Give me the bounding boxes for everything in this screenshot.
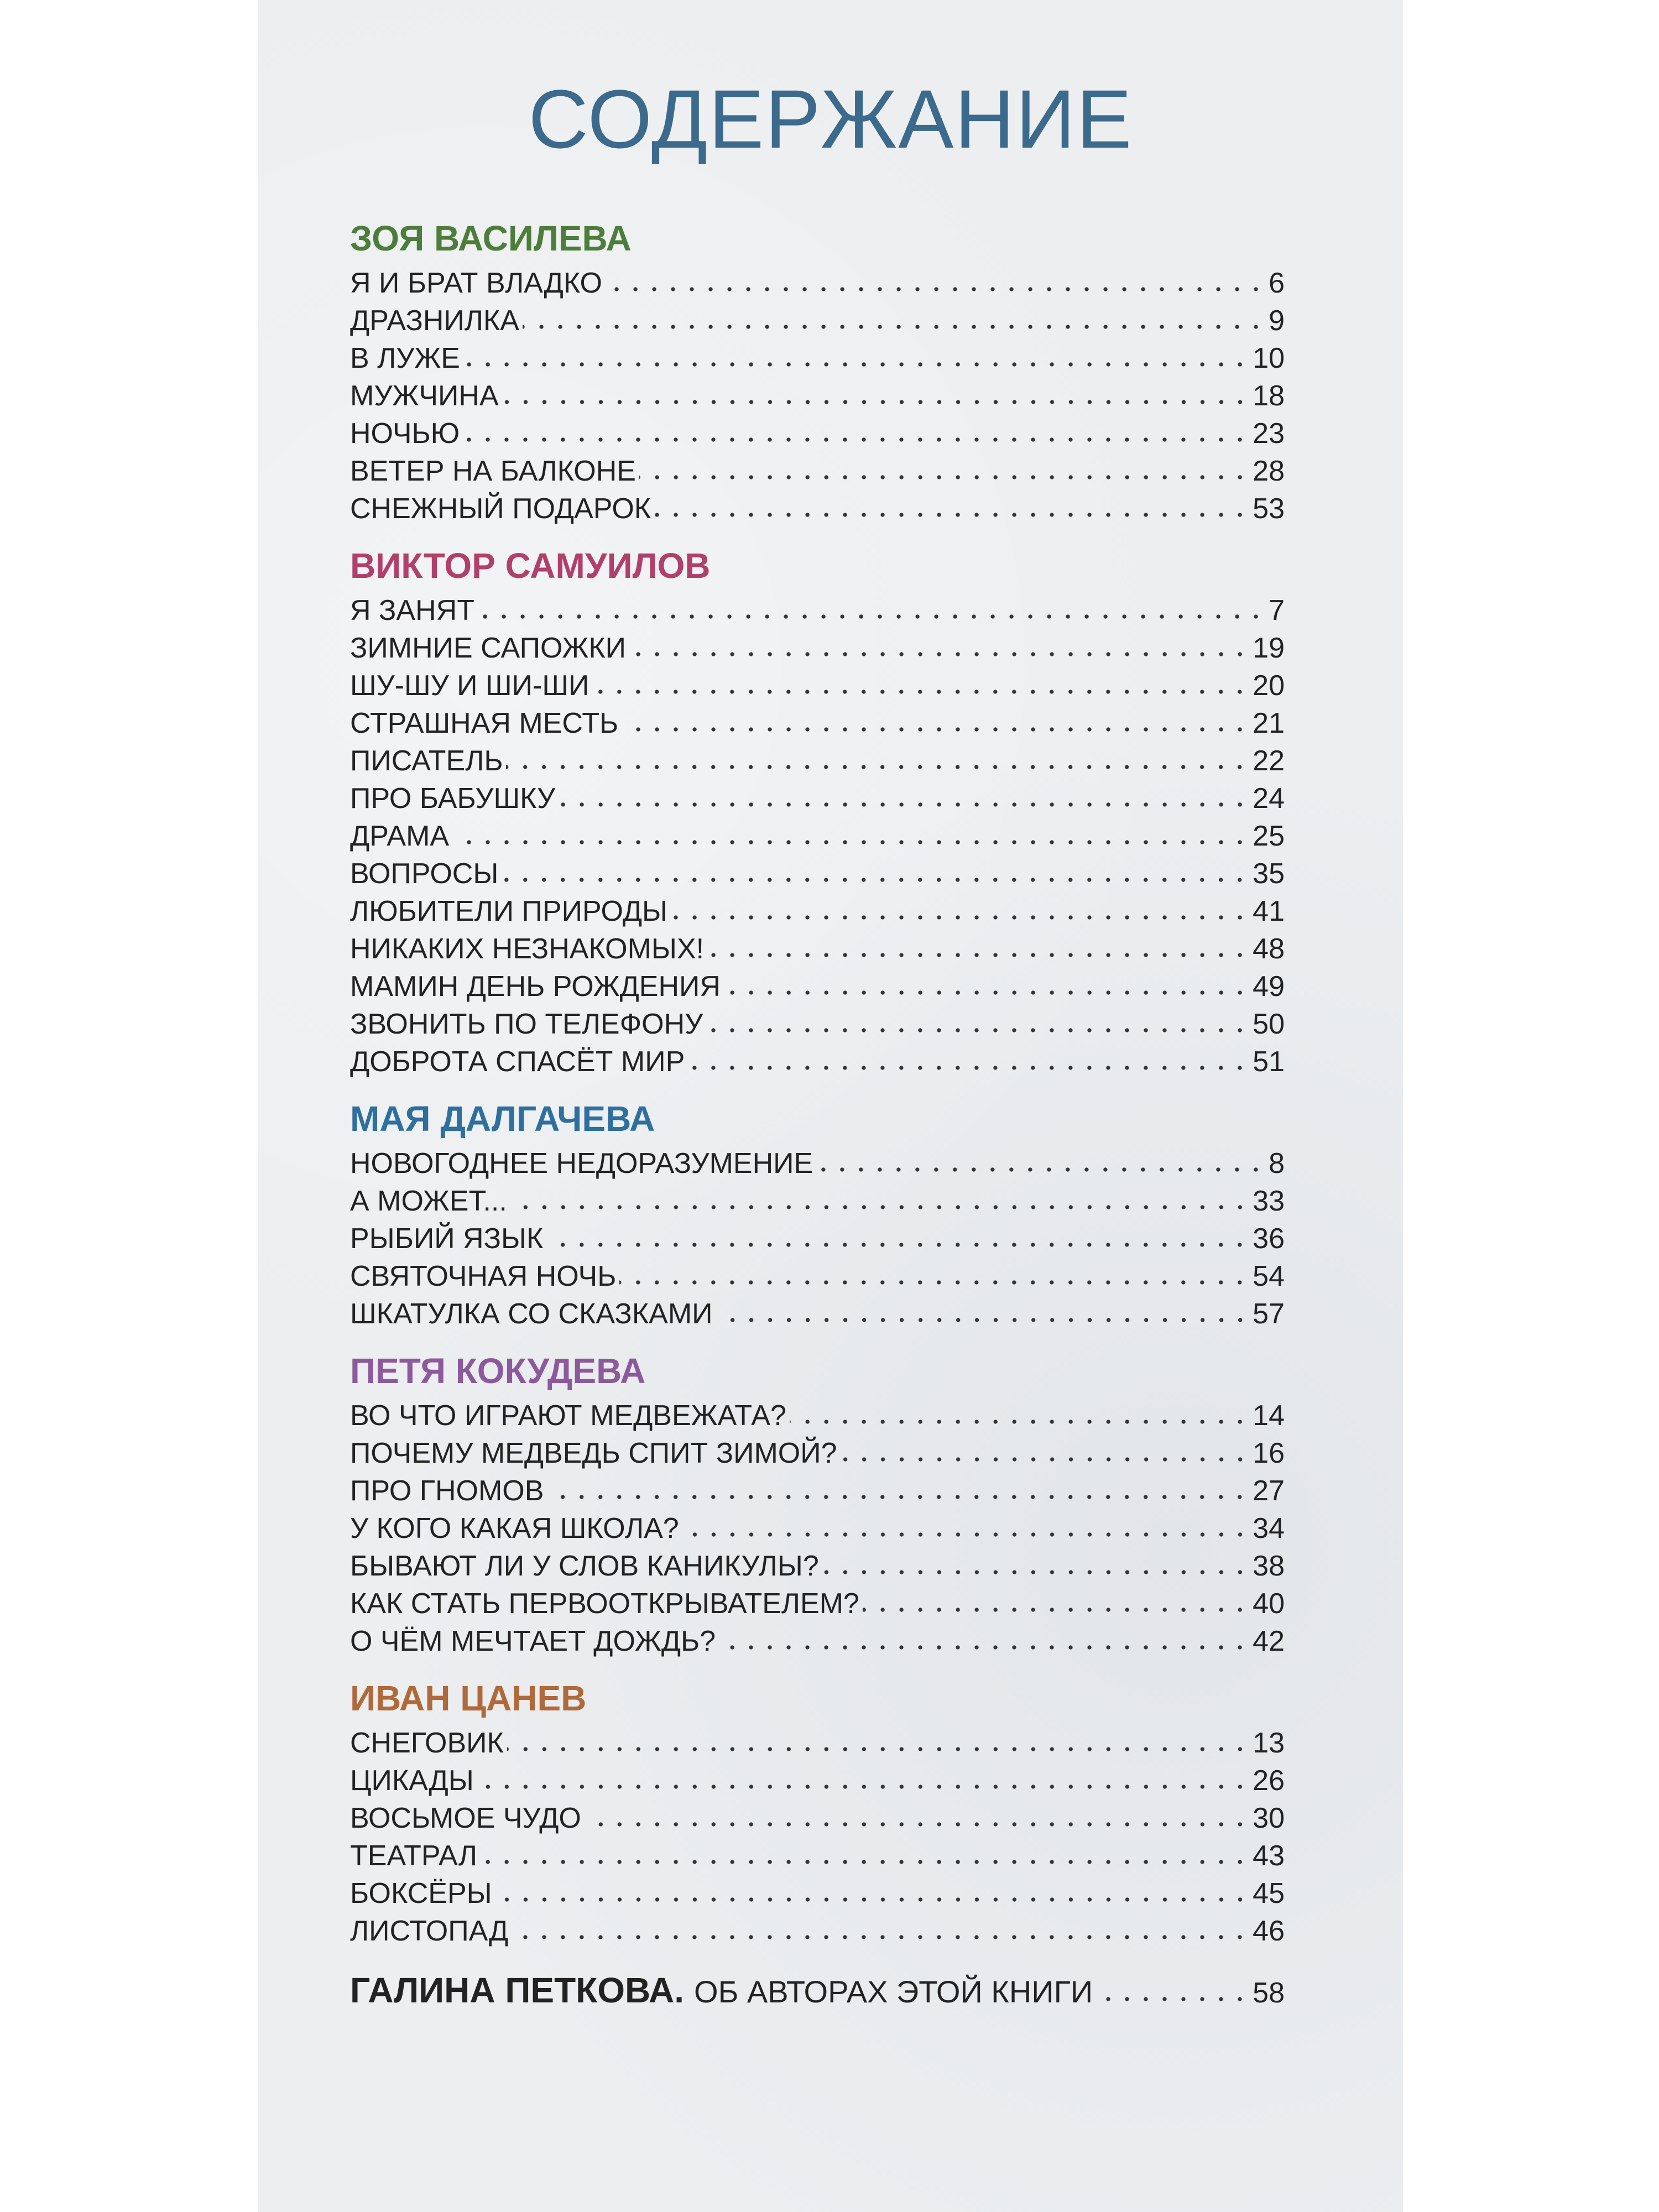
toc-entry — [350, 1622, 1285, 1660]
entry-title: БЫВАЮТ ЛИ У СЛОВ КАНИКУЛЫ? — [350, 1550, 819, 1582]
page-number: 33 — [1253, 1185, 1285, 1217]
page-number: 45 — [1253, 1877, 1285, 1910]
page-number: 28 — [1253, 455, 1285, 487]
entry-title: ЗИМНИЕ САПОЖКИ — [350, 632, 627, 664]
toc-entry — [350, 1295, 1285, 1332]
dot-leader — [706, 1005, 1249, 1034]
author-heading: ПЕТЯ КОКУДЕВА — [350, 1351, 646, 1391]
toc-entry — [350, 1547, 1285, 1584]
toc-entry — [350, 742, 1285, 779]
toc-entry — [350, 377, 1285, 414]
entry-title: ПИСАТЕЛЬ — [350, 745, 503, 777]
toc-entry — [350, 1472, 1285, 1509]
dot-leader — [478, 591, 1265, 620]
page-number: 24 — [1253, 782, 1285, 815]
entry-title: СВЯТОЧНАЯ НОЧЬ — [350, 1260, 617, 1292]
page-number: 10 — [1253, 342, 1285, 374]
dot-leader — [502, 377, 1250, 405]
toc-entry — [350, 1761, 1285, 1799]
dot-leader — [592, 666, 1249, 695]
dot-leader — [619, 1257, 1249, 1286]
page-number: 54 — [1253, 1260, 1285, 1292]
toc-entry — [350, 817, 1285, 854]
dot-leader — [559, 779, 1249, 808]
page-number: 51 — [1253, 1046, 1285, 1078]
toc-entry — [350, 1042, 1285, 1080]
dot-leader — [682, 1509, 1249, 1538]
entry-title: ЦИКАДЫ — [350, 1765, 474, 1797]
page-number: 23 — [1253, 418, 1285, 450]
entry-title: О ЧЁМ МЕЧТАЕТ ДОЖДЬ? — [350, 1625, 716, 1657]
dot-leader — [495, 1874, 1249, 1903]
page-number: 41 — [1253, 895, 1285, 927]
dot-leader — [585, 1799, 1249, 1828]
entry-title: ПРО ГНОМОВ — [350, 1475, 544, 1507]
page-number: 8 — [1269, 1147, 1285, 1180]
dot-leader — [816, 1144, 1265, 1173]
entry-title: ТЕАТРАЛ — [350, 1840, 477, 1872]
page-number: 35 — [1253, 858, 1285, 890]
toc-entry-about-authors — [350, 1965, 1285, 2016]
entry-title: ВО ЧТО ИГРАЮТ МЕДВЕЖАТА? — [350, 1400, 786, 1432]
entry-title: ЛЮБИТЕЛИ ПРИРОДЫ — [350, 895, 668, 927]
entry-title: РЫБИЙ ЯЗЫК — [350, 1223, 544, 1255]
entry-title: СТРАШНАЯ МЕСТЬ — [350, 707, 619, 739]
dot-leader — [790, 1396, 1249, 1425]
toc-entry — [350, 1509, 1285, 1547]
toc-section — [350, 540, 1285, 1080]
toc-entry — [350, 1219, 1285, 1257]
toc-entry — [350, 1396, 1285, 1434]
toc-entry — [350, 1434, 1285, 1472]
entry-title: ДОБРОТА СПАСЁТ МИР — [350, 1046, 685, 1078]
dot-leader — [546, 1219, 1249, 1248]
toc-entry — [350, 264, 1285, 301]
toc-entry — [350, 1724, 1285, 1761]
entry-title: Я ЗАНЯТ — [350, 594, 474, 627]
entry-title: В ЛУЖЕ — [350, 342, 460, 374]
entry-title: Я И БРАТ ВЛАДКО — [350, 267, 602, 299]
toc-entry — [350, 967, 1285, 1005]
entry-title: СНЕГОВИК — [350, 1727, 504, 1759]
toc-entry — [350, 1005, 1285, 1042]
page-number: 50 — [1253, 1008, 1285, 1040]
page-number: 6 — [1269, 267, 1285, 299]
page-number: 7 — [1269, 594, 1285, 627]
page-number: 48 — [1253, 933, 1285, 965]
page-title: СОДЕРЖАНИЕ — [528, 72, 1133, 165]
page-number: 26 — [1253, 1765, 1285, 1797]
page-number: 46 — [1253, 1915, 1285, 1947]
author-heading: МАЯ ДАЛГАЧЕВА — [350, 1099, 655, 1139]
table-of-contents — [350, 213, 1285, 2016]
entry-title: ВОПРОСЫ — [350, 858, 499, 890]
dot-leader — [452, 817, 1249, 846]
dot-leader — [671, 892, 1249, 921]
toc-entry — [350, 666, 1285, 704]
entry-title: ЗВОНИТЬ ПО ТЕЛЕФОНУ — [350, 1008, 703, 1040]
page-number: 38 — [1253, 1550, 1285, 1582]
dot-leader — [724, 967, 1249, 996]
toc-entry — [350, 301, 1285, 339]
page-number: 30 — [1253, 1802, 1285, 1834]
toc-entry — [350, 414, 1285, 452]
entry-title: ВЕТЕР НА БАЛКОНЕ — [350, 455, 636, 487]
dot-leader — [523, 301, 1265, 330]
toc-section — [350, 1093, 1285, 1332]
author-heading: ГАЛИНА ПЕТКОВА. — [350, 1970, 685, 2010]
dot-leader — [707, 930, 1249, 958]
dot-leader — [463, 339, 1249, 368]
entry-title: ПРО БАБУШКУ — [350, 782, 556, 815]
page-number: 57 — [1253, 1298, 1285, 1330]
toc-entry — [350, 1799, 1285, 1837]
entry-title: ДРАЗНИЛКА — [350, 305, 519, 337]
toc-entry — [350, 591, 1285, 629]
toc-section — [350, 213, 1285, 527]
dot-leader — [688, 1042, 1249, 1071]
entry-title: ШУ-ШУ И ШИ-ШИ — [350, 670, 589, 702]
dot-leader — [719, 1622, 1249, 1651]
page-number: 40 — [1253, 1588, 1285, 1620]
dot-leader — [822, 1547, 1249, 1575]
entry-title: СНЕЖНЫЙ ПОДАРОК — [350, 493, 651, 525]
toc-entry — [350, 892, 1285, 930]
page-number: 42 — [1253, 1625, 1285, 1657]
entry-title: НОВОГОДНЕЕ НЕДОРАЗУМЕНИЕ — [350, 1147, 813, 1180]
dot-leader — [547, 1472, 1249, 1500]
toc-entry — [350, 489, 1285, 527]
dot-leader — [507, 1724, 1249, 1752]
page-number: 53 — [1253, 493, 1285, 525]
page-number: 25 — [1253, 820, 1285, 852]
dot-leader — [841, 1434, 1250, 1463]
dot-leader — [654, 489, 1249, 518]
entry-title: ПОЧЕМУ МЕДВЕДЬ СПИТ ЗИМОЙ? — [350, 1437, 837, 1469]
page-number: 43 — [1253, 1840, 1285, 1872]
toc-entry — [350, 1874, 1285, 1912]
entry-title: БОКСЁРЫ — [350, 1877, 492, 1910]
dot-leader — [502, 854, 1249, 883]
page-number: 16 — [1253, 1437, 1285, 1469]
dot-leader — [639, 452, 1249, 481]
toc-entry — [350, 452, 1285, 489]
page-number: 22 — [1253, 745, 1285, 777]
page-number: 19 — [1253, 632, 1285, 664]
dot-leader — [463, 414, 1249, 443]
dot-leader — [512, 1912, 1249, 1940]
page-number: 20 — [1253, 670, 1285, 702]
page-number: 27 — [1253, 1475, 1285, 1507]
page-number: 9 — [1269, 305, 1285, 337]
dot-leader — [863, 1584, 1249, 1613]
toc-entry — [350, 1837, 1285, 1874]
entry-title: ВОСЬМОЕ ЧУДО — [350, 1802, 581, 1834]
toc-entry — [350, 1584, 1285, 1622]
toc-entry — [350, 704, 1285, 742]
toc-entry — [350, 339, 1285, 377]
dot-leader — [629, 629, 1249, 658]
page-number: 21 — [1253, 707, 1285, 739]
dot-leader — [1096, 1974, 1249, 2002]
page-number: 49 — [1253, 971, 1285, 1003]
toc-entry — [350, 1144, 1285, 1182]
author-heading: ВИКТОР САМУИЛОВ — [350, 546, 711, 586]
toc-entry — [350, 1257, 1285, 1295]
dot-leader — [477, 1761, 1249, 1790]
entry-title: ЛИСТОПАД — [350, 1915, 509, 1947]
author-heading: ЗОЯ ВАСИЛЕВА — [350, 218, 632, 258]
entry-title: ШКАТУЛКА СО СКАЗКАМИ — [350, 1298, 713, 1330]
entry-title: НИКАКИХ НЕЗНАКОМЫХ! — [350, 933, 705, 965]
entry-title: ОБ АВТОРАХ ЭТОЙ КНИГИ — [694, 1974, 1093, 2009]
toc-entry — [350, 629, 1285, 666]
entry-title: МАМИН ДЕНЬ РОЖДЕНИЯ — [350, 971, 721, 1003]
author-heading: ИВАН ЦАНЕВ — [350, 1678, 587, 1718]
page-number: 14 — [1253, 1400, 1285, 1432]
toc-entry — [350, 779, 1285, 817]
toc-section — [350, 1345, 1285, 1660]
dot-leader — [481, 1837, 1249, 1865]
page-number: 58 — [1253, 1977, 1285, 2009]
dot-leader — [606, 264, 1265, 293]
toc-entry — [350, 1912, 1285, 1949]
page-number: 13 — [1253, 1727, 1285, 1759]
dot-leader — [506, 742, 1249, 770]
toc-entry — [350, 1182, 1285, 1219]
dot-leader — [510, 1182, 1249, 1211]
page-number: 18 — [1253, 380, 1285, 412]
entry-title: КАК СТАТЬ ПЕРВООТКРЫВАТЕЛЕМ? — [350, 1588, 859, 1620]
entry-title: У КОГО КАКАЯ ШКОЛА? — [350, 1512, 679, 1545]
page-number: 36 — [1253, 1223, 1285, 1255]
dot-leader — [622, 704, 1249, 733]
entry-title: НОЧЬЮ — [350, 418, 460, 450]
toc-entry — [350, 854, 1285, 892]
dot-leader — [716, 1295, 1250, 1323]
page-number: 34 — [1253, 1512, 1285, 1545]
entry-title: А МОЖЕТ... — [350, 1185, 507, 1217]
entry-title: ДРАМА — [350, 820, 450, 852]
toc-section — [350, 1673, 1285, 1949]
entry-title: МУЖЧИНА — [350, 380, 499, 412]
toc-entry — [350, 930, 1285, 967]
